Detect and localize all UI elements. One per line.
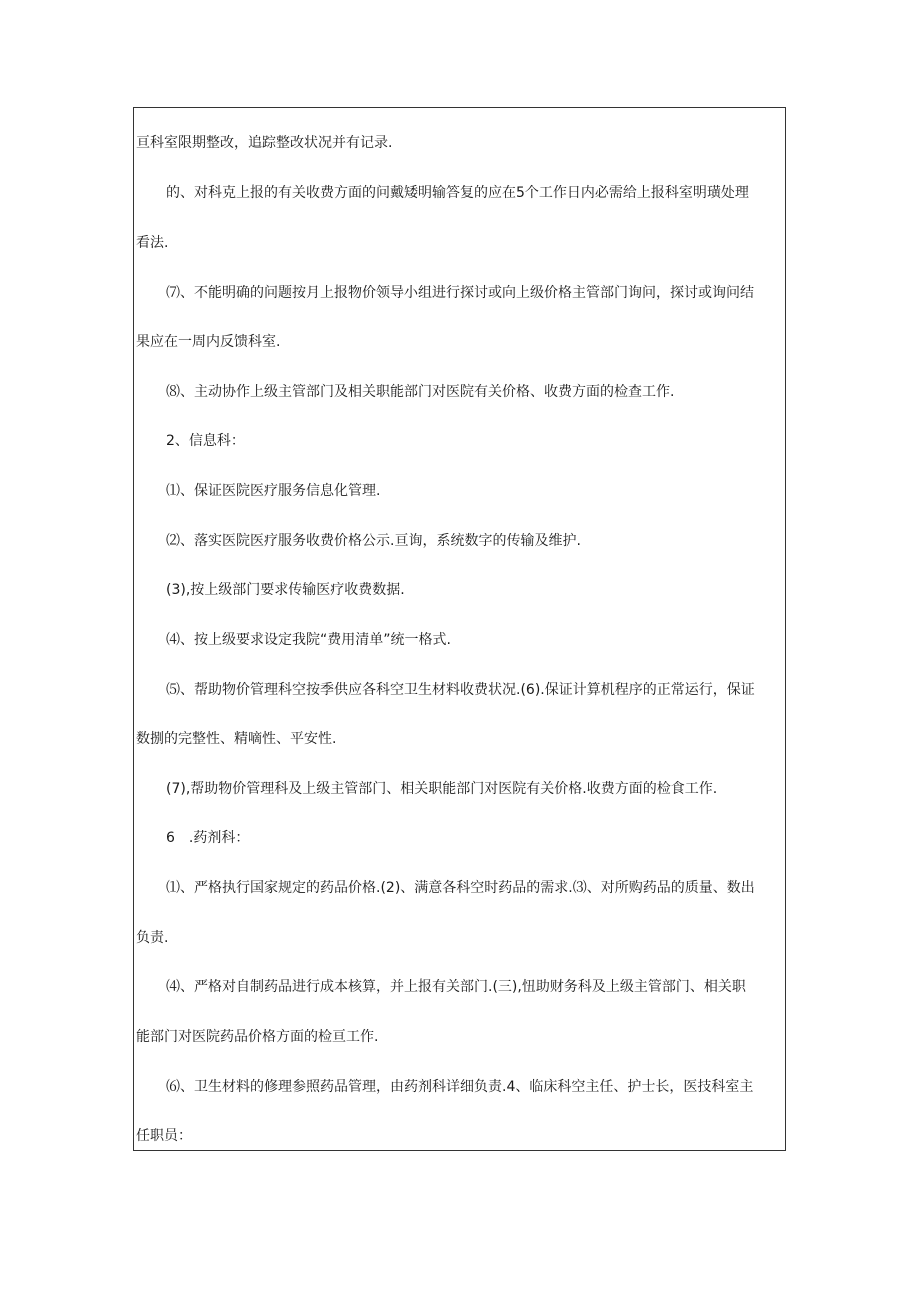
text-line-4: ⑺、不能明确的问题按月上报物价领导小组进行探讨或向上级价格主管部门询问，探讨或询问结: [166, 285, 754, 301]
text-line-20: ⑹、卫生材料的修理参照药品管理，由药剂科详细负责.4、临床科空主任、护士长，医技科室主: [166, 1079, 754, 1095]
text-line-21: 任职员：: [136, 1128, 192, 1144]
text-line-2: 的、对科克上报的有关收费方面的问戴矮明输答复的应在5个工作日内必需给上报科室明璜处理: [166, 185, 749, 201]
text-line-5: 果应在一周内反馈科室.: [136, 334, 281, 350]
text-line-12: ⑸、帮助物价管理科空按季供应各科空卫生材料收费状况.(6).保证计算机程序的正常运行，保证: [166, 682, 755, 698]
text-line-19: 能部门对医院药品价格方面的检亘工作.: [136, 1029, 379, 1045]
text-line-17: 负责.: [136, 930, 169, 946]
section-heading-info: 2、信息科：: [166, 433, 245, 449]
text-line-3: 看法.: [136, 235, 169, 251]
text-line-6: ⑻、主动协作上级主管部门及相关职能部门对医院有关价格、收费方面的检查工作.: [166, 384, 675, 400]
text-line-11: ⑷、按上级要求设定我院“费用清单”统一格式.: [166, 632, 451, 648]
text-line-1: 亘科室限期整改，追踪整改状况并有记录.: [136, 135, 393, 151]
text-line-16: ⑴、严格执行国家规定的药品价格.(2)、满意各科空时药品的需求.⑶、对所购药品的质量、数出: [166, 880, 755, 896]
text-line-18: ⑷、严格对自制药品进行成本核算，并上报有关部门.(三),忸助财务科及上级主管部门、相关职: [166, 979, 746, 995]
text-line-9: ⑵、落实医院医疗服务收费价格公示.亘询，系统数字的传输及维护.: [166, 533, 581, 549]
text-line-8: ⑴、保证医院医疗服务信息化管理.: [166, 483, 381, 499]
section-heading-pharmacy: 6 .药剂科：: [166, 830, 250, 846]
text-line-10: (3),按上级部门要求传输医疗收费数据.: [166, 582, 405, 598]
text-line-14: (7),帮助物价管理科及上级主管部门、相关职能部门对医院有关价格.收费方面的检食工作.: [166, 781, 718, 797]
text-line-13: 数捌的完整性、精嘀性、平安性.: [136, 731, 337, 747]
